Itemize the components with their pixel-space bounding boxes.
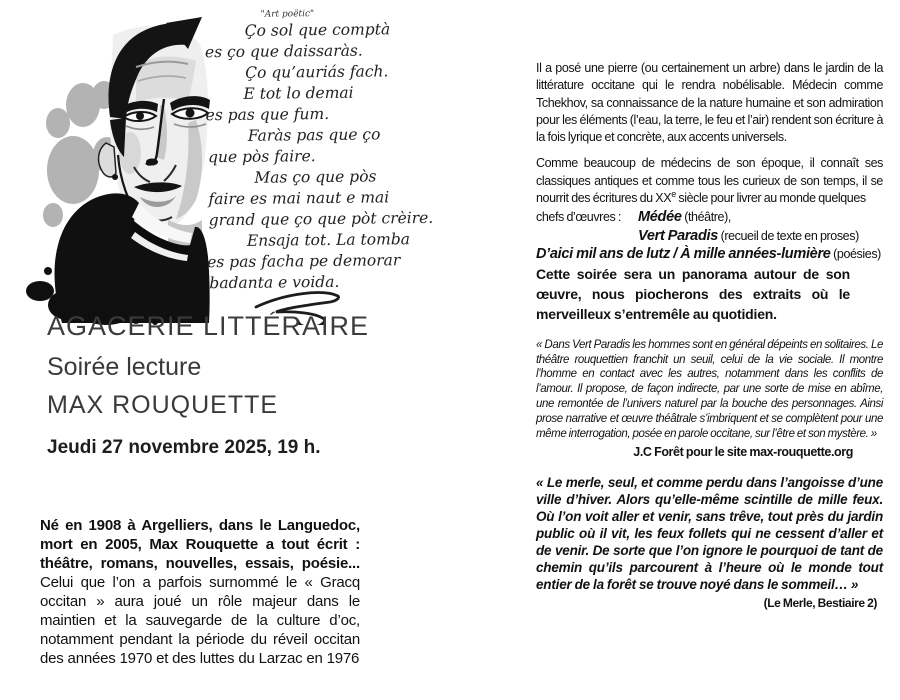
author-name-title: MAX ROUQUETTE — [47, 391, 279, 419]
works-list — [536, 208, 883, 264]
work-item — [536, 245, 883, 264]
work-title: Médée — [638, 209, 682, 226]
handwritten-line: que pòs faire. — [207, 147, 316, 167]
work-title: Vert Paradis — [638, 227, 718, 244]
handwritten-poem — [205, 7, 448, 294]
second-paragraph — [536, 155, 883, 207]
second-paragraph-end: siècle pour livrer au monde quelques — [675, 191, 866, 206]
handwritten-line: E tot lo demai — [243, 83, 354, 103]
right-column — [536, 60, 883, 612]
evening-highlight: Cette soirée sera un panorama autour de son œuvre, nous piocherons des extraits où le merveilleux s’entremêle au quotidien. — [536, 265, 850, 322]
author-bio-bold: Né en 1908 à Argelliers, dans le Languedoc, mort en 2005, Max Rouquette a tout écrit : théâtre, romans, nouvelles, essais, poésie... — [40, 517, 360, 572]
work-item — [536, 227, 883, 246]
handwritten-line: es ço que daissaràs. — [204, 41, 363, 62]
series-title: AGACERIE LITTÉRAIRE — [47, 311, 370, 341]
work-note: (poésies) — [830, 247, 881, 262]
second-paragraph-start: Comme beaucoup de médecins de son époque, il connaît ses classiques antiques et comme tous les curieux de son temps, il se nourrit des écritures du XX — [536, 156, 883, 206]
author-bio-regular: Celui que l’on a parfois surnommé le « Gracq occitan » aura joué un rôle majeur dans le maintien et la sauvegarde de la culture d’oc, notamment pendant la période du réveil occitan des années 1970 et des luttes du Larzac en 1976 — [40, 574, 360, 667]
handwritten-line: Ensaja tot. La tomba — [246, 230, 411, 250]
critic-quote: « Dans Vert Paradis les hommes sont en général dépeints en solitaires. Le théâtre rouquettien franchit un seuil, celui de la vie sociale. Il montre l’homme en contact avec les autres, notamment dans les conflits de l’amour. Il propose, de façon indirecte, par une sorte de mise en abîme, une remontée de l’univers naturel par la bouche des personnages. Ainsi prose narrative et œuvre théâtrale s’imbriquent et se complètent pour une même interrogation, posée en parole occitane, sur l’être et son mystère. » — [536, 338, 883, 440]
century-superscript: e — [671, 188, 676, 199]
handwritten-poem-title: "Art poëtic" — [260, 9, 315, 20]
handwritten-line: grand que ço que pòt crèire. — [208, 208, 434, 230]
handwritten-line: Faràs pas que ço — [247, 125, 381, 145]
works-label: chefs d’œuvres : — [536, 210, 621, 225]
critic-quote-attribution: J.C Forêt pour le site max-rouquette.org — [633, 445, 853, 460]
handwritten-line: badanta e voida. — [209, 272, 340, 293]
handwritten-line: faire es mai naut e mai — [208, 188, 390, 209]
handwritten-line: Mas ço que pòs — [254, 167, 377, 187]
intro-paragraph: Il a posé une pierre (ou certainement un arbre) dans le jardin de la littérature occitane qui le rendra nobélisable. Médecin comme Tchekhov, sa connaissance de la nature humaine et son admiration pour les éléments (l’eau, la terre, le feu et l’air) rendent son écriture à la fois lyrique et concrète, aux accents universels. — [536, 61, 883, 145]
work-note: (recueil de texte en proses) — [718, 228, 859, 243]
handwritten-line: es pas que fum. — [205, 104, 330, 125]
merle-quote: « Le merle, seul, et comme perdu dans l’angoisse d’une ville d’hiver. Alors qu’elle-même scintille de mille feux. Où l’on voit aller et venir, sans trêve, tout près du jardin public où il vit, les feux follets qui ne cessent d’aller et de venir. De sorte que l’on ignore le pourquoi de tant de chemin qu’ils parcourent à l’heure où le monde tout entier de la forêt se trouve noyé dans le sommeil… » — [536, 474, 883, 592]
event-date: Jeudi 27 novembre 2025, 19 h. — [47, 437, 321, 458]
handwritten-line: Ço sol que comptà — [244, 20, 391, 40]
work-title: D’aici mil ans de lutz / À mille années-lumière — [536, 246, 831, 263]
merle-quote-attribution: (Le Merle, Bestiaire 2) — [763, 595, 877, 610]
handwritten-line: Ço qu’auriás fach. — [245, 62, 389, 82]
work-item — [536, 208, 883, 227]
event-type-title: Soirée lecture — [47, 353, 202, 381]
author-bio — [40, 516, 360, 668]
handwritten-line: es pas facha pe demorar — [207, 251, 401, 272]
work-note: (théâtre), — [681, 210, 731, 225]
